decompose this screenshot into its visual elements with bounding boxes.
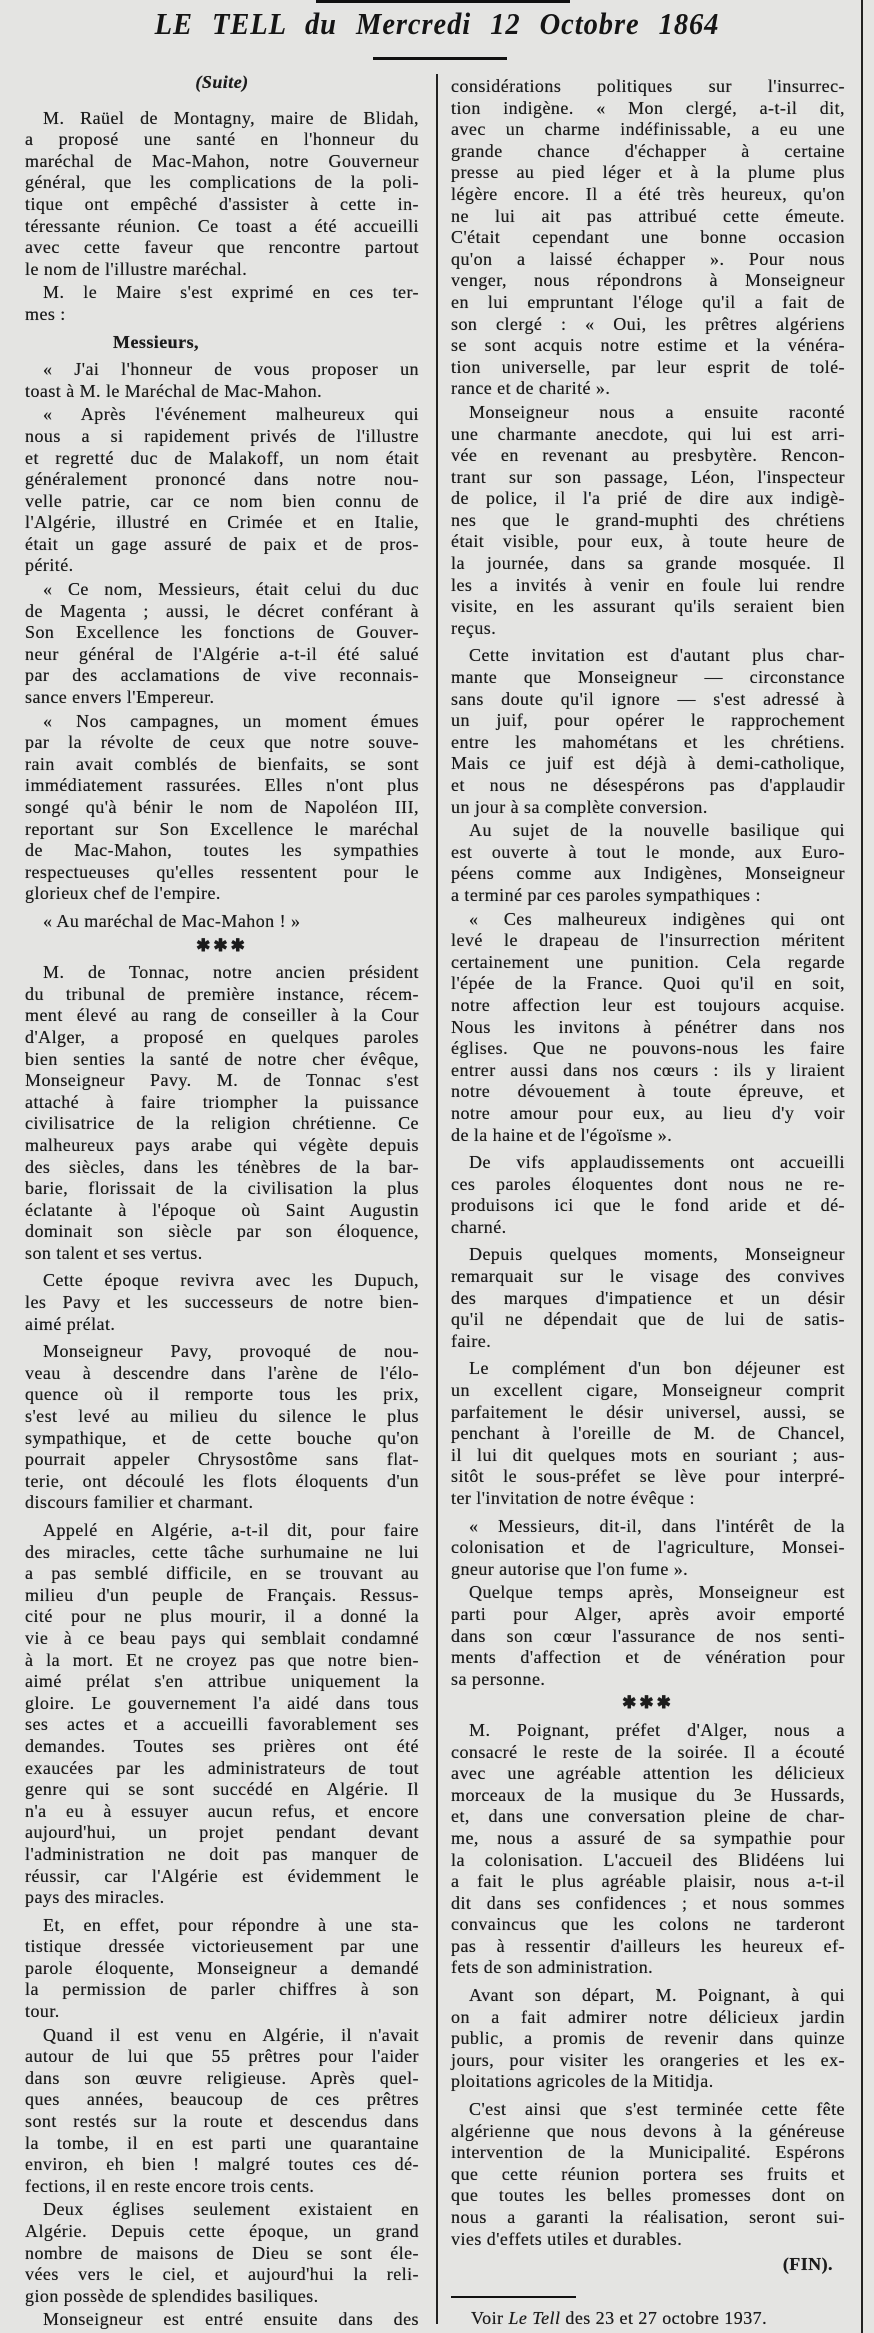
paragraph (25, 359, 419, 402)
text-line: maréchal de Mac-Mahon, notre Gouverneur (25, 150, 419, 171)
paragraph (451, 1582, 845, 1690)
text-line: exaucées par les administrateurs de tout (25, 1757, 419, 1778)
text-line: remarquait sur le visage des convives (451, 1266, 845, 1287)
paragraph (451, 909, 845, 1147)
paragraph (25, 2025, 419, 2198)
text-line: pas à ressentir d'ailleurs les heureux ef- (451, 1935, 845, 1956)
paragraph (451, 1152, 845, 1238)
text-line: fections, il en reste encore trois cents. (25, 2175, 315, 2196)
text-line: ment élevé au rang de conseiller à la Cour (25, 1005, 419, 1026)
text-line: produisons ici que le fond aride et dé- (451, 1195, 845, 1216)
text-line: toast à M. le Maréchal de Mac-Mahon. (25, 380, 323, 401)
text-line: colonisation et de l'agriculture, Monsei- (451, 1537, 845, 1558)
text-line: sans doute qu'il ignore — s'est adressé à (451, 688, 845, 709)
end-mark: (FIN). (782, 2254, 833, 2275)
text-line: des marques d'impatience et un désir (451, 1287, 845, 1308)
text-line: était un gage assuré de paix et de pros- (25, 533, 419, 554)
text-line: autour de lui que 55 prêtres pour l'aider (25, 2046, 419, 2067)
right-border (861, 0, 863, 2333)
footnote-prefix: Voir (471, 2307, 504, 2328)
section-separator: ✱✱✱ (622, 1693, 674, 1713)
right-column (451, 74, 845, 2329)
text-line: certainement une punition. Cela regarde (451, 951, 845, 972)
text-line: avec une agréable attention les délicieux (451, 1763, 845, 1784)
text-line: a fait le plus agréable plaisir, nous a-t-il (451, 1871, 845, 1892)
text-line: un excellent cigare, Monseigneur comprit (451, 1380, 845, 1401)
text-line: qu'il ne dépendait que de lui de satis- (451, 1309, 845, 1330)
text-line: n'a eu à essuyer aucun refus, et encore (25, 1800, 419, 1821)
text-line: l'Algérie, illustré en Crimée et en Italie, (25, 512, 419, 533)
text-line: des siècles, dans les ténèbres de la bar- (25, 1156, 419, 1177)
text-line: « Messieurs, dit-il, dans l'intérêt de la (469, 1515, 845, 1536)
text-line: C'était cependant une bonne occasion (451, 227, 845, 248)
text-line: à la mort. Et ne croyez pas que notre bien- (25, 1649, 419, 1670)
text-line: visite, en les assurant qu'ils seraient bien (451, 596, 845, 617)
text-line: vies d'effets utiles et durables. (451, 2228, 683, 2249)
footnote (451, 2308, 845, 2330)
text-line: sympathique, et de cette bouche qu'on (25, 1427, 419, 1448)
text-line: M. Poignant, préfet d'Alger, nous a (469, 1719, 845, 1740)
text-line: penchant à l'oreille de M. de Chancel, (451, 1423, 845, 1444)
text-line: Monseigneur nous a ensuite raconté (469, 401, 845, 422)
text-line: environ, eh bien ! malgré toutes ces dé- (25, 2154, 419, 2175)
text-line: Depuis quelques moments, Monseigneur (469, 1244, 845, 1265)
text-line: que toutes les belles promesses dont on (451, 2185, 845, 2206)
left-column (25, 70, 419, 2331)
text-line: « J'ai l'honneur de vous proposer un (43, 359, 419, 380)
text-line: reçus. (451, 617, 497, 638)
text-line: mante que Monseigneur — circonstance (451, 667, 845, 688)
text-line: Appelé en Algérie, a-t-il dit, pour faire (43, 1520, 419, 1540)
right-column-text (451, 76, 845, 2276)
text-line: s'est levé au milieu du silence le plus (25, 1406, 419, 1427)
text-line: ces paroles éloquentes dont nous ne re- (451, 1173, 845, 1194)
text-line: mes : (25, 303, 66, 324)
text-line: sitôt le sous-préfet se lève pour interpré- (451, 1466, 845, 1487)
text-line: Quand il est venu en Algérie, il n'avait (43, 2024, 419, 2045)
text-line: son clergé : « Oui, les prêtres algériens (451, 313, 845, 334)
text-line: charné. (451, 1216, 507, 1237)
text-line: légère encore. Il a été très heureux, qu'on (451, 183, 845, 204)
text-line: dominait son siècle par son éloquence, (25, 1221, 419, 1242)
text-line: bien senties la santé de notre cher évêque, (25, 1048, 419, 1069)
paragraph (25, 1915, 419, 2023)
text-line: Son Excellence les fonctions de Gouver- (25, 622, 419, 643)
text-line: presse au pied léger et à la plume plus (451, 162, 845, 183)
text-line: vée en revenant au presbytère. Rencon- (451, 445, 845, 466)
text-line: a proposé une santé en l'honneur du (25, 129, 419, 150)
text-line: Cette invitation est d'autant plus char- (469, 645, 845, 666)
text-line: et, dans une conversation pleine de char- (451, 1806, 845, 1827)
paragraph (451, 1985, 845, 2093)
text-line: « Ce nom, Messieurs, était celui du duc (43, 579, 419, 600)
text-line: il lui dit quelques mots en souriant ; aus- (451, 1444, 845, 1465)
text-line: un juif, pour opérer le rapprochement (451, 710, 845, 731)
text-line: éclatante à l'époque où Saint Augustin (25, 1199, 419, 1220)
column-divider (436, 74, 438, 2324)
text-line: considérations politiques sur l'insurrec- (451, 76, 845, 96)
text-line: parole éloquente, Monseigneur a demandé (25, 1957, 419, 1978)
text-line: barie, florissait de la civilisation la plus (25, 1178, 419, 1199)
text-line: reportant sur Son Excellence le maréchal (25, 818, 419, 839)
paragraph (451, 76, 845, 400)
text-line: dans son cœur l'assurance de nos senti- (451, 1625, 845, 1646)
text-line: notre amour pour eux, au lieu d'y voir (451, 1102, 845, 1123)
text-line: par la révolte de ceux que notre souve- (25, 732, 419, 753)
text-line: cité pour ne plus mourir, il a donné la (25, 1606, 419, 1627)
text-line: les a invités à venir en foule lui rendre (451, 574, 845, 595)
footnote-newspaper-title: Le Tell (508, 2307, 561, 2328)
text-line: aimé prélat s'en attribue uniquement la (25, 1671, 419, 1692)
text-line: pourrait appeler Chrysostôme sans flat- (25, 1449, 419, 1470)
text-line: que cette réunion portera ses fruits et (451, 2163, 845, 2184)
text-line: de police, il l'a prié de dire aux indigè- (451, 488, 845, 509)
text-line: Nous les invitons à pénétrer dans nos (451, 1016, 845, 1037)
text-line: parfaitement le désir universel, aussi, se (451, 1401, 845, 1422)
text-line: rance et de charité ». (451, 378, 611, 399)
text-line: de Magenta ; aussi, le décret conférant à (25, 600, 419, 621)
text-line: la journée, dans sa grande mosquée. Il (451, 553, 845, 574)
text-line: général, que les complications de la poli- (25, 172, 419, 193)
text-line: dans son œuvre religieuse. Après quel- (25, 2067, 419, 2088)
text-line: ques années, beaucoup de ces prêtres (25, 2089, 419, 2110)
text-line: Au sujet de la nouvelle basilique qui (469, 820, 845, 841)
text-line: la permission de parler chiffres à son (25, 1979, 419, 2000)
text-line: ploitations agricoles de la Mitidja. (451, 2071, 714, 2092)
text-line: nous a garanti la réalisation, seront sui- (451, 2207, 845, 2227)
text-line: Avant son départ, M. Poignant, à qui (469, 1985, 845, 2006)
text-line: gneur autorise que l'on fume ». (451, 1558, 689, 1579)
paragraph (25, 962, 419, 1264)
text-line: nombre de maisons de Dieu se sont éle- (25, 2242, 419, 2263)
text-line: consacré le reste de la soirée. Il a écouté (451, 1741, 845, 1762)
text-line: Mais ce juif est déjà à demi-catholique, (451, 753, 845, 774)
paragraph (451, 1720, 845, 1979)
text-line: tion indigène. « Mon clergé, a-t-il dit, (451, 97, 845, 118)
text-line: gion possède de splendides basiliques. (25, 2285, 319, 2306)
text-line: tour. (25, 2001, 60, 2022)
paragraph (25, 579, 419, 709)
text-line: C'est ainsi que s'est terminée cette fête (469, 2099, 845, 2120)
paragraph (451, 1244, 845, 1352)
text-line: de la haine et de l'égoïsme ». (451, 1124, 673, 1145)
text-line: rain avait comblés de bienfaits, se sont (25, 753, 419, 774)
paragraph (451, 1358, 845, 1509)
text-line: trant sur son passage, Léon, l'inspecteur (451, 466, 845, 487)
text-line: « Ces malheureux indigènes qui ont (469, 908, 845, 929)
text-line: notre dévouement à toute épreuve, et (451, 1081, 845, 1102)
text-line: aimé prélat. (25, 1313, 116, 1334)
text-line: Deux églises seulement existaient en (43, 2199, 419, 2220)
text-line: me, nous a assuré de sa sympathie pour (451, 1827, 845, 1848)
text-line: faire. (451, 1330, 492, 1351)
text-line: généralement prononcé dans notre nou- (25, 469, 419, 490)
text-line: sance envers l'Empereur. (25, 687, 215, 708)
top-rule (316, 0, 570, 3)
text-line: nes que le grand-muphti des chrétiens (451, 509, 845, 530)
text-line: velle patrie, car ce nom bien connu de (25, 490, 419, 511)
text-line: du tribunal de première instance, récem- (25, 983, 419, 1004)
text-line: son talent et ses vertus. (25, 1242, 203, 1263)
text-line: péens comme aux Indigènes, Monseigneur (451, 863, 845, 884)
text-line: tique ont empêché d'assister à cette in- (25, 193, 419, 214)
text-line: tistique dressée victorieusement par une (25, 1936, 419, 1957)
title-underline (373, 57, 507, 60)
text-line: dit dans ses confidences ; et nous sommes (451, 1892, 845, 1913)
text-line: milieu d'un peuple de Français. Ressus- (25, 1584, 419, 1605)
text-line: neur général de l'Algérie a-t-il été salué (25, 643, 419, 664)
paragraph (451, 402, 845, 640)
text-line: intervention de la Municipalité. Espérons (451, 2142, 845, 2163)
text-line: ses actes et a accueilli favorablement ses (25, 1714, 419, 1735)
text-line: terie, ont découlé les flots éloquents d'un (25, 1470, 419, 1491)
text-line: des miracles, cette tâche surhumaine ne lui (25, 1541, 419, 1562)
text-line: Le complément d'un bon déjeuner est (469, 1358, 845, 1379)
text-line: M. Raüel de Montagny, maire de Blidah, (43, 107, 419, 128)
text-line: parti pour Alger, après avoir emporté (451, 1603, 845, 1624)
footnote-rule (451, 2296, 576, 2298)
text-line: qu'on a laissé échapper ». Pour nous (451, 248, 845, 269)
text-line: l'administration ne doit pas manquer de (25, 1843, 419, 1864)
text-line: Et, en effet, pour répondre à une sta- (43, 1914, 419, 1935)
text-line: les Pavy et les successeurs de notre bien- (25, 1292, 419, 1313)
text-line: demandes. Toutes ses prières ont été (25, 1735, 419, 1756)
section-separator: ✱✱✱ (196, 935, 248, 955)
paragraph (25, 404, 419, 577)
text-line: l'épée de la France. Quoi qu'il en soit, (451, 973, 845, 994)
paragraph (25, 911, 419, 933)
text-line: M. le Maire s'est exprimé en ces ter- (43, 282, 419, 303)
text-line: périté. (25, 555, 74, 576)
text-line: immédiatement rassurées. Elles n'ont plus (25, 775, 419, 796)
text-line: grande chance d'échapper à certaine (451, 140, 845, 161)
text-line: et nous ne désespérons pas d'applaudir (451, 775, 845, 795)
text-line: téressante réunion. Ce toast a été accueilli (25, 215, 419, 236)
text-line: sont restés sur la route et descendus dans (25, 2111, 419, 2132)
text-line: un jour à sa complète conversion. (451, 796, 708, 817)
text-line: a terminé par ces paroles sympathiques : (451, 884, 761, 905)
text-line: d'Alger, a proposé en quelques paroles (25, 1026, 419, 1047)
text-line: attaché à faire triompher la puissance (25, 1091, 419, 1112)
text-line: algérienne que nous devons à la généreuse (451, 2120, 845, 2141)
text-line: en lui empruntant l'éloge qu'il a fait de (451, 291, 845, 312)
salutation: Messieurs, (113, 331, 199, 352)
text-line: quence où il remporte tous les prix, (25, 1384, 419, 1405)
text-line: genre qui se sont succédé en Algérie. Il (25, 1779, 419, 1800)
text-line: glorieux chef de l'empire. (25, 883, 221, 904)
footnote-dates: des 23 et 27 octobre 1937. (565, 2307, 768, 2328)
paragraph (25, 2199, 419, 2307)
text-line: réussir, car l'Algérie est évidemment le (25, 1865, 419, 1886)
text-line: la colonisation. L'accueil des Blidéens lui (451, 1849, 845, 1870)
text-line: on a fait admirer notre délicieux jardin (451, 2006, 845, 2027)
text-line: Quelque temps après, Monseigneur est (469, 1582, 845, 1603)
text-line: gloire. Le gouvernement l'a aidé dans tous (25, 1692, 419, 1713)
text-line: jours, pour visiter les orangeries et les ex- (451, 2049, 845, 2070)
paragraph (25, 1520, 419, 1909)
text-line: le nom de l'illustre maréchal. (25, 258, 248, 279)
text-line: avec cette faveur que rencontre partout (25, 237, 419, 258)
text-line: par des acclamations de vive reconnais- (25, 665, 419, 686)
text-line: de Mac-Mahon, toutes les sympathies (25, 840, 419, 861)
text-line: notre affection leur est toujours acquise. (451, 994, 845, 1015)
paragraph (451, 645, 845, 818)
text-line: morceaux de la musique du 3e Hussards, (451, 1784, 845, 1805)
text-line: discours familier et charmant. (25, 1492, 254, 1513)
text-line: se sont acquis notre estime et la vénéra- (451, 335, 845, 356)
section-heading: (Suite) (195, 72, 249, 92)
text-line: malheureux pays arabe qui végète depuis (25, 1134, 419, 1155)
text-line: vées vers le ciel, et aujourd'hui la reli- (25, 2264, 419, 2285)
text-line: une charmante anecdote, qui lui est arri- (451, 423, 845, 444)
paragraph (451, 2099, 845, 2250)
text-line: « Au maréchal de Mac-Mahon ! » (43, 910, 301, 931)
text-line: églises. Que ne pouvons-nous les faire (451, 1038, 845, 1059)
text-line: sa personne. (451, 1668, 546, 1689)
paragraph (25, 2309, 419, 2331)
text-line: aujourd'hui, un projet pendant devant (25, 1822, 419, 1843)
text-line: convaincus que les colons ne tarderont (451, 1914, 845, 1935)
text-line: M. de Tonnac, notre ancien président (43, 962, 419, 983)
text-line: nous a si rapidement privés de l'illustre (25, 425, 419, 446)
text-line: Monseigneur Pavy, provoqué de nou- (43, 1341, 419, 1362)
text-line: Algérie. Depuis cette époque, un grand (25, 2221, 419, 2241)
paragraph (25, 1341, 419, 1514)
paragraph (25, 711, 419, 905)
text-line: a pas semblé difficile, en se trouvant au (25, 1563, 419, 1584)
text-line: « Après l'événement malheureux qui (43, 404, 419, 425)
page-title: LE TELL du Mercredi 12 Octobre 1864 (154, 6, 720, 41)
text-line: veau à descendre dans l'arène de l'élo- (25, 1362, 419, 1383)
text-line: venger, nous répondrons à Monseigneur (451, 270, 845, 291)
text-line: entrer aussi dans nos cœurs : ils y liraient (451, 1059, 845, 1080)
text-line: ne lui ait pas attribué cette émeute. (451, 205, 845, 226)
text-line: entre les mahométans et les chrétiens. (451, 731, 845, 752)
text-line: levé le drapeau de l'insurrection méritent (451, 930, 845, 951)
text-line: civilisatrice de la religion chrétienne. Ce (25, 1113, 419, 1134)
paragraph (25, 282, 419, 325)
paragraph (25, 1270, 419, 1335)
text-line: la tombe, il en est parti une quarantaine (25, 2132, 419, 2153)
text-line: public, a promis de revenir dans quinze (451, 2028, 845, 2049)
text-line: Monseigneur Pavy. M. de Tonnac s'est (25, 1070, 419, 1091)
paragraph (451, 1516, 845, 1581)
text-line: est ouverte à tout le monde, aux Euro- (451, 841, 845, 862)
paragraph (451, 820, 845, 906)
text-line: était visible, pour eux, à toute heure de (451, 531, 845, 552)
text-line: ter l'invitation de notre évêque : (451, 1488, 695, 1508)
text-line: fets de son administration. (451, 1957, 654, 1978)
text-line: Cette époque revivra avec les Dupuch, (43, 1270, 419, 1291)
text-line: De vifs applaudissements ont accueilli (469, 1152, 845, 1173)
text-line: respectueuses qu'elles ressentent pour le (25, 861, 419, 882)
text-line: et regretté duc de Malakoff, un nom était (25, 447, 419, 468)
text-line: vie à ce beau pays qui semblait condamné (25, 1627, 419, 1648)
text-line: « Nos campagnes, un moment émues (43, 710, 419, 731)
text-line: ments d'affection et de vénération pour (451, 1647, 845, 1668)
paragraph (25, 108, 419, 281)
text-line: Monseigneur est entré ensuite dans des (43, 2309, 419, 2330)
text-line: tion universelle, par leur esprit de tolé- (451, 356, 845, 377)
text-line: songé qu'à bénir le nom de Napoléon III, (25, 797, 419, 817)
text-line: avec un charme indéfinissable, a eu une (451, 119, 845, 140)
text-line: pays des miracles. (25, 1887, 165, 1908)
